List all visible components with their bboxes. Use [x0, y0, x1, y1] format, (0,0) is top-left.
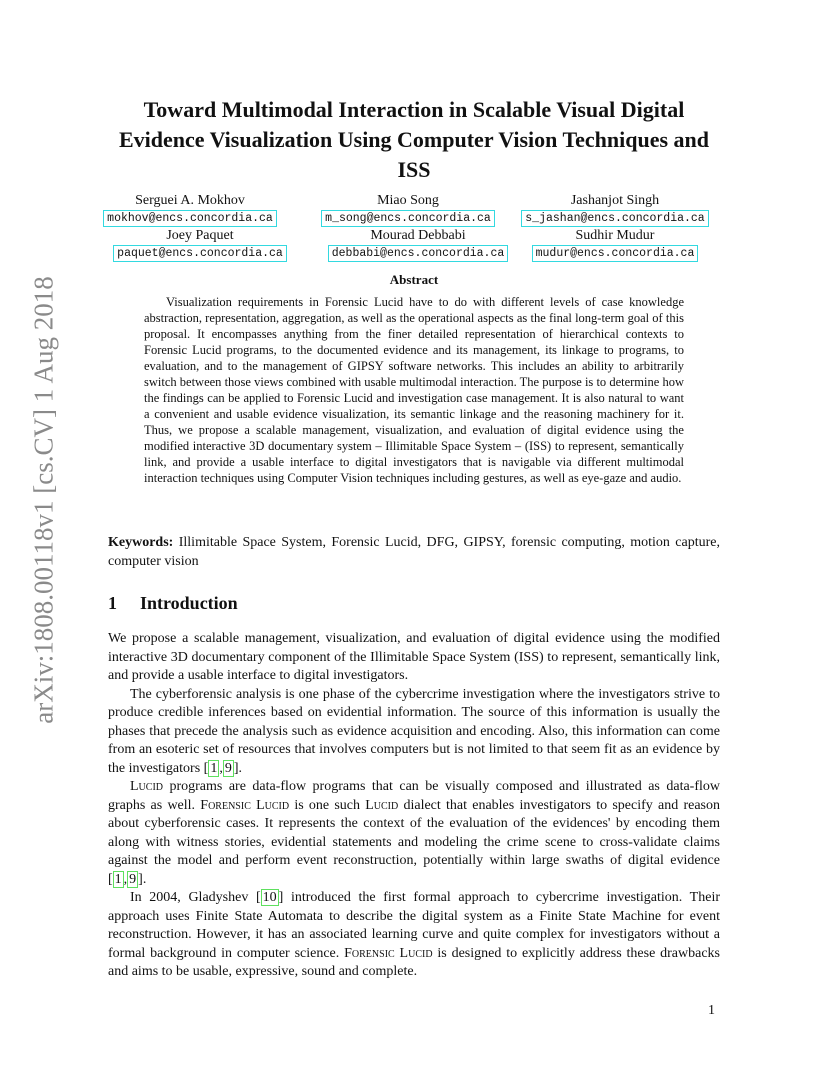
- citation-close: ].: [233, 760, 242, 776]
- citation-open: [: [255, 890, 261, 905]
- paper-title: Toward Multimodal Interaction in Scalable Visual Digital Evidence Visualization Using Computer Vision Techniques and ISS: [118, 97, 710, 182]
- citation-sep: ,: [123, 871, 128, 887]
- citation-link[interactable]: 10: [262, 890, 277, 905]
- citation-open: [: [108, 871, 113, 887]
- citation-link[interactable]: 9: [129, 871, 137, 887]
- author-email-link[interactable]: debbabi@encs.concordia.ca: [328, 245, 509, 262]
- author-block: [318, 228, 518, 262]
- author-name: Mourad Debbabi: [370, 228, 466, 243]
- paragraph-text: introduced the first formal approach to cybercrime investigation. Their approach uses Finite State Automata to describe the digital system as a Finite State Machine for event reconstruction. However, it has an associated learning curve and quite complex for investigators without a formal background in computer science.: [108, 890, 721, 961]
- author-name: Joey Paquet: [166, 228, 234, 243]
- author-email-link[interactable]: mokhov@encs.concordia.ca: [103, 210, 277, 227]
- citation-sep: ,: [219, 760, 223, 776]
- forensic-lucid-term: Forensic Lucid: [200, 797, 290, 813]
- paragraph-text: The cyberforensic analysis is one phase of the cybercrime investigation where the investigators strive to produce credible inferences based on evidential information. The source of this information is usually the phases that precede the analysis such as evidence acquisition and encoding. Also, this information can come from an esoteric set of resources that involves computers but is not limited to that seem fit as an evidence by the investigators: [108, 686, 720, 776]
- author-block: [515, 228, 715, 262]
- section-number: 1: [108, 593, 117, 613]
- keywords-text: Illimitable Space System, Forensic Lucid, DFG, GIPSY, forensic computing, motion capture, computer vision: [108, 535, 721, 569]
- citation-link[interactable]: 1: [114, 871, 122, 887]
- author-email-link[interactable]: mudur@encs.concordia.ca: [532, 245, 699, 262]
- paragraph-text: is one such: [289, 797, 366, 813]
- abstract-heading: Abstract: [389, 272, 439, 287]
- keywords-label: Keywords:: [108, 535, 174, 550]
- author-block: [515, 193, 715, 227]
- intro-paragraph-4: [108, 889, 720, 982]
- keywords: [108, 533, 720, 571]
- author-block: [100, 228, 300, 262]
- author-name: Serguei A. Mokhov: [135, 193, 245, 208]
- intro-paragraph-3: [108, 778, 720, 889]
- paragraph-text: In 2004, Gladyshev: [130, 890, 249, 905]
- intro-paragraph-1: We propose a scalable management, visualization, and evaluation of digital evidence using the modified interactive 3D documentary component of the Illimitable Space System (ISS) to represent, semantically link, and provide a usable interface to digital investigators.: [108, 631, 720, 683]
- forensic-lucid-term: Forensic Lucid: [344, 945, 433, 961]
- author-name: Jashanjot Singh: [570, 193, 660, 208]
- author-email-link[interactable]: s_jashan@encs.concordia.ca: [521, 210, 708, 227]
- citation-close: ]: [278, 890, 284, 905]
- citation-close: ].: [138, 871, 147, 887]
- abstract-body: Visualization requirements in Forensic Lucid have to do with different levels of case knowledge abstraction, representation, aggregation, as well as the operational aspects as the final long-term goal of this proposal. It encompasses anything from the finer detailed representation of hierarchical contexts to Forensic Lucid programs, to the documented evidence and its management, its linkage to programs, to evaluation, and to the management of GIPSY software networks. This includes an ability to arbitrarily switch between those views combined with usable multimodal interaction. The purpose is to determine how the findings can be applied to Forensic Lucid and investigation case management. It is also natural to want a convenient and usable evidence visualization, its semantic linkage and the reasoning machinery for it. Thus, we propose a scalable management, visualization, and evaluation of digital evidence using the modified interactive 3D documentary system – Illimitable Space System – (ISS) to represent, semantically link, and provide a usable interface to digital investigators that is navigable via different multimodal interaction techniques using Computer Vision techniques including gestures, as well as eye-gaze and audio.: [144, 295, 684, 485]
- citation-link[interactable]: 1: [210, 760, 218, 776]
- paragraph-text: programs are data-flow programs that can be visually composed and illustrated as data-flow graphs as well.: [108, 779, 720, 813]
- author-block: [90, 193, 290, 227]
- intro-section: [108, 630, 720, 982]
- intro-paragraph-2: [108, 686, 720, 779]
- arxiv-stamp: arXiv:1808.00118v1 [cs.CV] 1 Aug 2018: [28, 276, 59, 724]
- lucid-term: Lucid: [365, 797, 399, 813]
- paragraph-text: is designed to explicitly address these drawbacks and aims to be usable, expressive, sound and complete.: [108, 945, 720, 979]
- section-heading: [108, 593, 238, 614]
- author-name: Sudhir Mudur: [575, 228, 655, 243]
- citation-open: [: [203, 760, 209, 776]
- section-title: Introduction: [140, 593, 238, 613]
- lucid-term: Lucid: [130, 779, 163, 794]
- author-email-link[interactable]: paquet@encs.concordia.ca: [113, 245, 287, 262]
- citation-link[interactable]: 9: [224, 760, 232, 776]
- page-number: 1: [708, 1003, 715, 1018]
- author-email-link[interactable]: m_song@encs.concordia.ca: [321, 210, 495, 227]
- paragraph-text: dialect that enables investigators to specify and reason about cyberforensic cases. It represents the context of the evaluation of the evidences' by encoding them along with witness stories, evidential statements and modeling the crime scene to cross-validate claims against the model and perform event reconstruction, potentially within large swaths of digital evidence: [108, 797, 720, 868]
- author-block: [308, 193, 508, 227]
- author-name: Miao Song: [377, 193, 439, 208]
